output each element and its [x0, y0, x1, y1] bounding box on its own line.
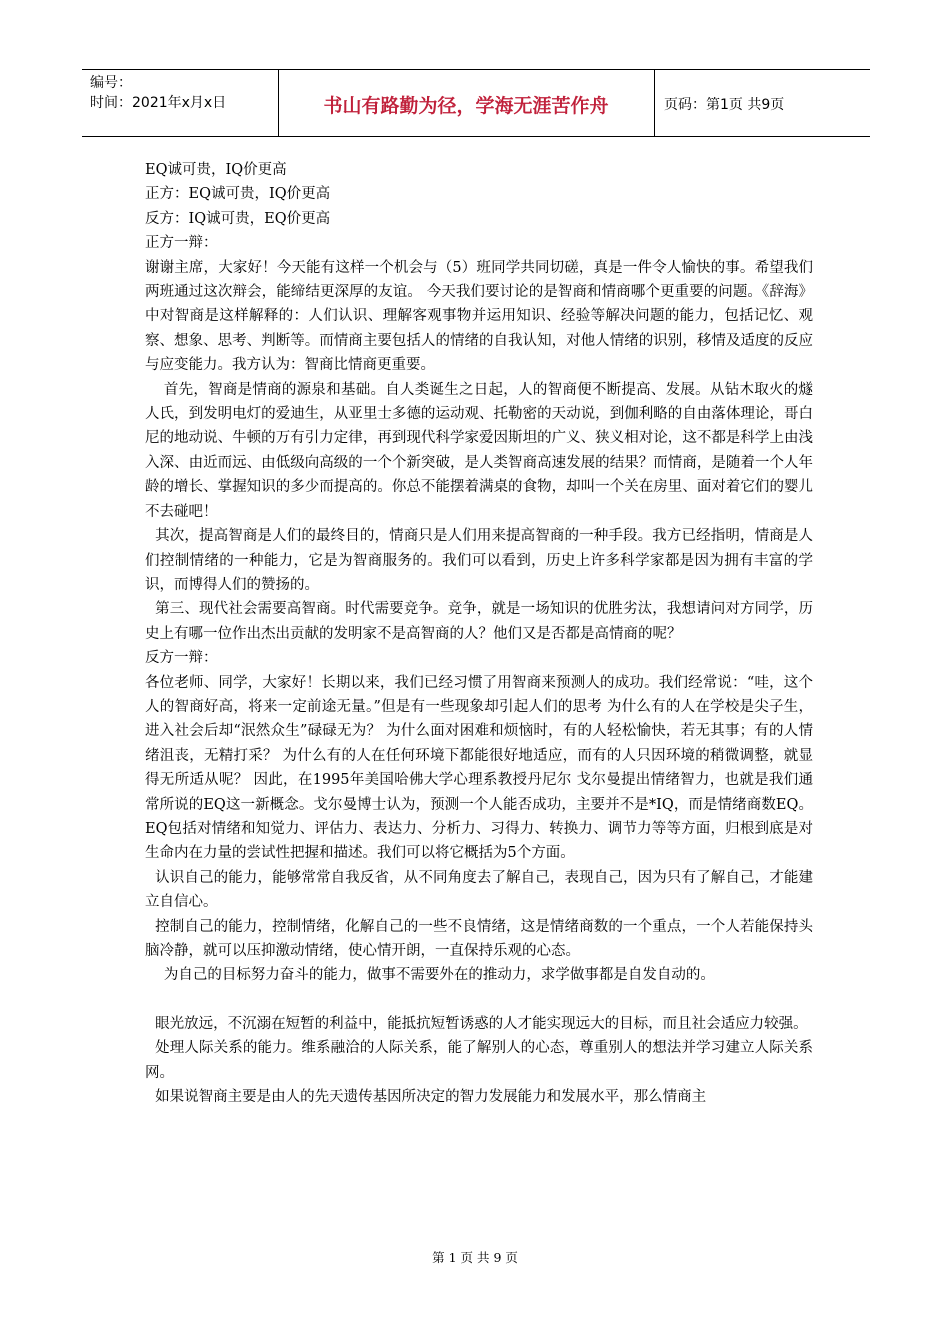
affirmative-first-speaker-label: 正方一辩：: [145, 235, 218, 252]
header-page-info: 页码：第1页 共9页: [664, 97, 785, 113]
negative-first-speaker-label: 反方一辩：: [145, 650, 218, 667]
paragraph: 第三、现代社会需要高智商。时代需要竞争。竞争，就是一场知识的优胜劣汰，我想请问对方同学，历史上有哪一位作出杰出贡献的发明家不是高智商的人？他们又是否都是高情商的呢？: [145, 601, 813, 642]
paragraph: 各位老师、同学，大家好！长期以来，我们已经习惯了用智商来预测人的成功。我们经常说：“哇，这个人的智商好高，将来一定前途无量。”但是有一些现象却引起人们的思考 为什么有的人在学校是尖子生，进入社会后却“泯然众生”碌碌无为？ 为什么面对困难和烦恼时，有的人轻松愉快，若无其事；有的人情绪沮丧，无精打采？ 为什么有的人在任何环境下都能很好地适应，而有的人只因环境的稍微调整，就显得无所适从呢？ 因此，在1995年美国哈佛大学心理系教授丹尼尔 戈尔曼提出情绪智力，也就是我们通常所说的EQ这一新概念。戈尔曼博士认为，预测一个人能否成功，主要并不是*IQ，而是情绪商数EQ。EQ包括对情绪和知觉力、评估力、表达力、分析力、习得力、转换力、调节力等等方面，归根到底是对生命内在力量的尝试性把握和描述。我们可以将它概括为5个方面。: [145, 674, 813, 862]
paragraph: 控制自己的能力，控制情绪，化解自己的一些不良情绪，这是情绪商数的一个重点，一个人若能保持头脑冷静，就可以压抑激动情绪，使心情开朗，一直保持乐观的心态。: [145, 918, 813, 959]
header-motto: 书山有路勤为径，学海无涯苦作舟: [323, 95, 609, 117]
document-time-label: 时间：2021年x月x日: [90, 95, 227, 111]
paragraph-gap: [145, 988, 813, 1012]
paragraph: 首先，智商是情商的源泉和基础。自人类诞生之日起，人的智商便不断提高、发展。从钻木取火的燧人氏，到发明电灯的爱迪生，从亚里士多德的运动观、托勒密的天动说，到伽利略的自由落体理论，哥白尼的地动说、牛顿的万有引力定律，再到现代科学家爱因斯坦的广义、狭义相对论，这不都是科学上由浅入深、由近而远、由低级向高级的一个个新突破，是人类智商高速发展的结果？而情商，是随着一个人年龄的增长、掌握知识的多少而提高的。你总不能摆着满桌的食物，却叫一个关在房里、面对着它们的婴儿不去碰吧！: [145, 381, 813, 520]
document-number-label: 编号：: [90, 75, 132, 91]
document-body: [145, 158, 813, 1109]
affirmative-position: 正方：EQ诚可贵，IQ价更高: [145, 186, 331, 203]
paragraph: 处理人际关系的能力。维系融洽的人际关系，能了解别人的心态，尊重别人的想法并学习建立人际关系网。: [145, 1040, 813, 1081]
paragraph: 如果说智商主要是由人的先天遗传基因所决定的智力发展能力和发展水平，那么情商主: [155, 1089, 707, 1106]
page-header: [82, 69, 870, 137]
paragraph: 认识自己的能力，能够常常自我反省，从不同角度去了解自己，表现自己，因为只有了解自己，才能建立自信心。: [145, 869, 813, 911]
paragraph: 谢谢主席，大家好！今天能有这样一个机会与（5）班同学共同切磋，真是一件令人愉快的事。希望我们两班通过这次辩会，能缔结更深厚的友谊。 今天我们要讨论的是智商和情商哪个更重要的问题。《辞海》中对智商是这样解释的：人们认识、理解客观事物并运用知识、经验等解决问题的能力，包括记忆、观察、想象、思考、判断等。而情商主要包括人的情绪的自我认知，对他人情绪的识别，移情及适度的反应与应变能力。我方认为：智商比情商更重要。: [145, 259, 813, 374]
header-divider: [654, 70, 655, 136]
page-footer: 第 1 页 共 9 页: [432, 1250, 518, 1265]
negative-position: 反方：IQ诚可贵，EQ价更高: [145, 210, 331, 227]
paragraph: 眼光放远，不沉溺在短暂的利益中，能抵抗短暂诱惑的人才能实现远大的目标，而且社会适应力较强。: [155, 1015, 808, 1032]
paragraph: 其次，提高智商是人们的最终目的，情商只是人们用来提高智商的一种手段。我方已经指明，情商是人们控制情绪的一种能力，它是为智商服务的。我们可以看到，历史上许多科学家都是因为拥有丰富的学识，而博得人们的赞扬的。: [145, 528, 813, 593]
paragraph: 为自己的目标努力奋斗的能力，做事不需要外在的推动力，求学做事都是自发自动的。: [163, 967, 715, 984]
document-title: EQ诚可贵，IQ价更高: [145, 162, 287, 178]
header-meta: [90, 73, 280, 113]
